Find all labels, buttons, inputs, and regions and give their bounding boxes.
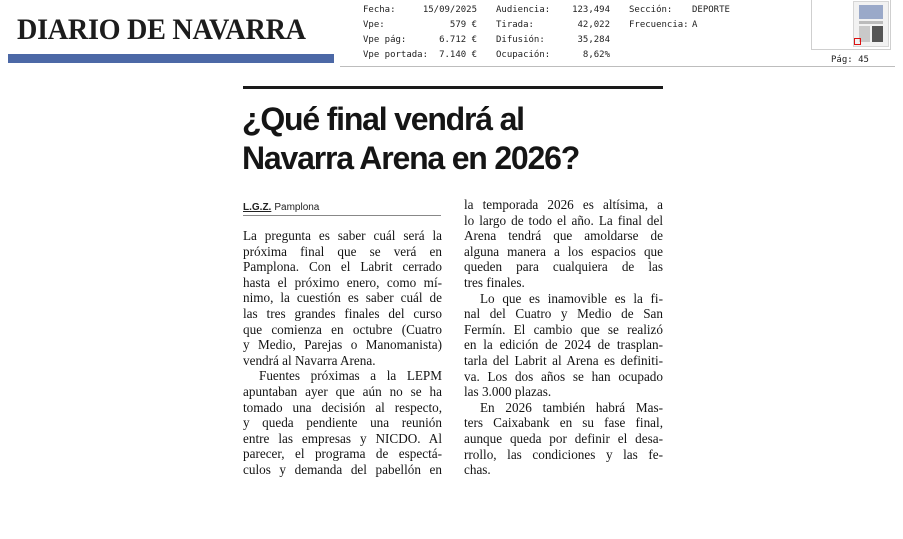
meta-column-3 [629, 3, 749, 33]
page-number: Pág: 45 [831, 55, 869, 65]
text-line: próxima final que se verá en [243, 243, 442, 259]
text-line: ters Caixabank en su fase final, [464, 415, 663, 431]
meta-column-1 [363, 3, 477, 63]
text-line: tomado una decisión al respecto, [243, 399, 442, 415]
article-top-rule [243, 86, 663, 89]
byline-divider [243, 215, 441, 216]
byline [243, 202, 319, 213]
text-line: tarla del Labrit al Arena es definiti- [464, 352, 663, 368]
text-line: aunque queda por definir el desa- [464, 430, 663, 446]
text-line: alguna manera a los espacios que [464, 243, 663, 259]
text-line: tres finales. [464, 274, 525, 290]
text-line: Fuentes próximas a la LEPM [259, 368, 442, 384]
text-line: Lo que es inamovible es la fi- [480, 290, 663, 306]
text-line: Arena tendrá que amoldarse de [464, 228, 663, 244]
text-line: la temporada 2026 es altísima, a [464, 197, 663, 212]
text-line: La pregunta es saber cuál será la [243, 228, 442, 243]
meta-vpe: Vpe: 579 € [363, 20, 477, 30]
text-line: va. Los dos años se han ocupado [464, 368, 663, 384]
text-line: las tres grandes finales del curso [243, 305, 442, 321]
text-line: vendrá al Navarra Arena. [243, 352, 376, 368]
text-line: en la edición de 2024 de trasplan- [464, 337, 663, 353]
text-line: nimo, la cuestión es saber cuál de [243, 290, 442, 306]
article-headline [242, 100, 672, 178]
meta-ocupacion: Ocupación: 8,62% [496, 50, 610, 60]
text-line: que comienza en octubre (Cuatro [243, 321, 442, 337]
text-line: hasta el próximo enero, como mí- [243, 274, 442, 290]
text-line: y Medio, Parejas o Manomanista) [243, 337, 442, 353]
text-line: chas. [464, 462, 491, 478]
masthead-logo: DIARIO DE NAVARRA [17, 13, 306, 46]
article-column-1 [243, 228, 442, 478]
page-thumbnail[interactable] [811, 0, 891, 50]
text-line: entre las empresas y NICDO. Al [243, 430, 442, 446]
text-line: En 2026 también habrá Mas- [480, 399, 663, 415]
meta-difusion: Difusión: 35,284 [496, 35, 610, 45]
text-line: Pamplona. Con el Labrit cerrado [243, 259, 442, 275]
text-line: y queda pendiente una reunión [243, 415, 442, 431]
text-line: Fermín. El cambio que se realizó [464, 321, 663, 337]
headline-line: ¿Qué final vendrá al [242, 101, 524, 137]
text-line: nal del Cuatro y Medio de San [464, 306, 663, 322]
meta-vpe-pag: Vpe pág: 6.712 € [363, 35, 477, 45]
meta-tirada: Tirada: 42,022 [496, 20, 610, 30]
text-line: apuntaban ayer que aún no se ha [243, 383, 442, 399]
meta-column-2 [496, 3, 610, 63]
article-location-marker [854, 38, 861, 45]
header-divider [340, 66, 895, 67]
meta-fecha: Fecha: 15/09/2025 [363, 5, 477, 15]
article-column-2 [464, 197, 663, 478]
headline-line: Navarra Arena en 2026? [242, 140, 580, 176]
text-line: lo largo de todo el año. La final del [464, 212, 663, 228]
meta-vpe-portada: Vpe portada: 7.140 € [363, 50, 477, 60]
text-line: queden para cualquiera de las [464, 259, 663, 275]
text-line: rrollo, las condiciones y las fe- [464, 446, 663, 462]
meta-frecuencia: Frecuencia: A [629, 20, 698, 30]
masthead-color-bar [8, 54, 334, 63]
text-line: parecer, el programa de espectá- [243, 446, 442, 462]
text-line: las 3.000 plazas. [464, 384, 552, 400]
text-line: culos y demanda del pabellón en [243, 461, 442, 477]
byline-location: Pamplona [274, 202, 320, 213]
byline-author: L.G.Z. [243, 202, 272, 213]
meta-audiencia: Audiencia: 123,494 [496, 5, 610, 15]
page-thumbnail-image [853, 1, 889, 47]
meta-seccion: Sección: DEPORTE [629, 5, 730, 15]
